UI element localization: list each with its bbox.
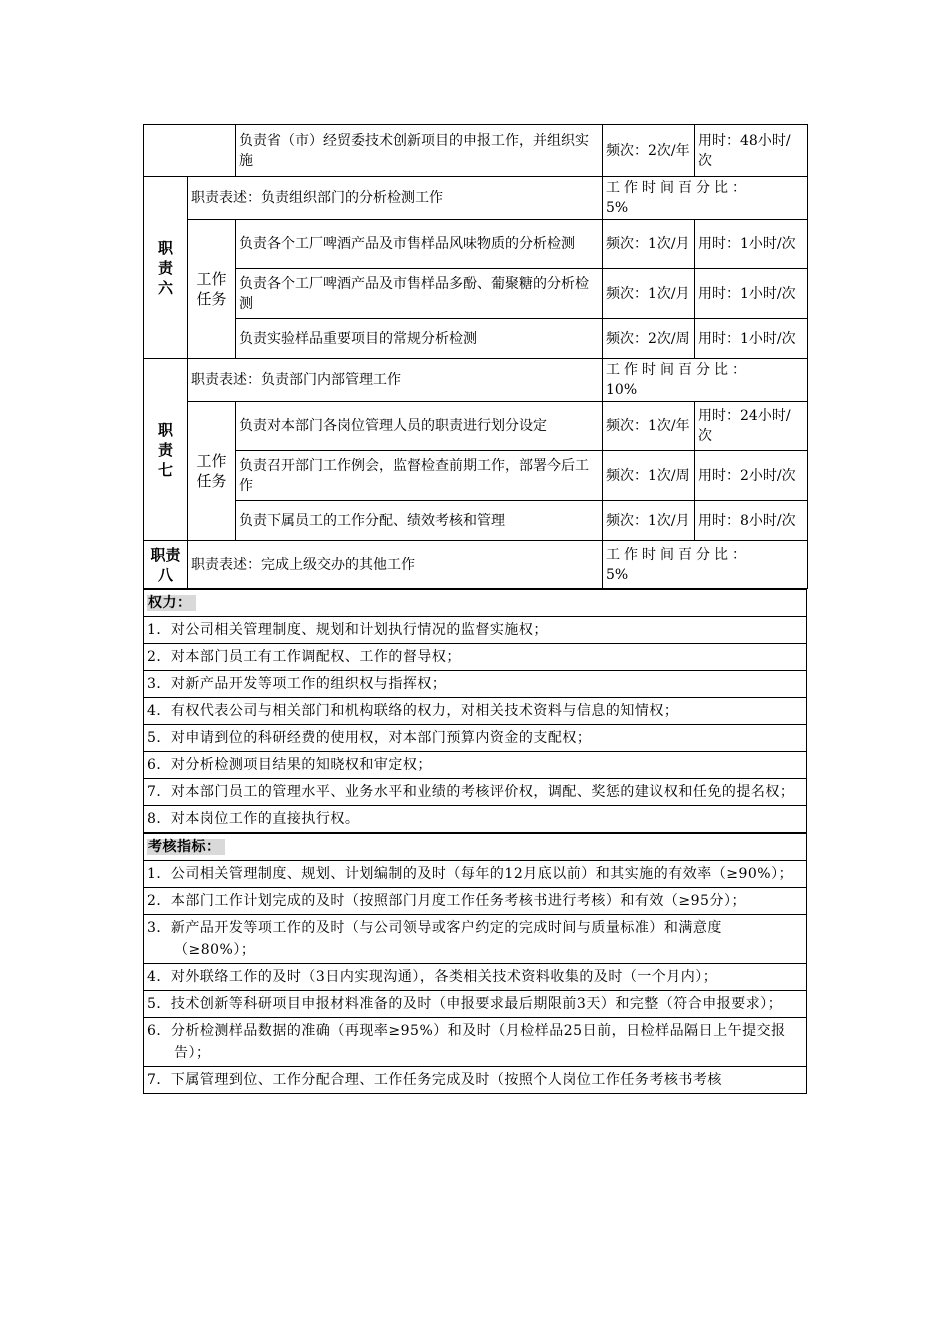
- task-row: [144, 269, 808, 319]
- pct-value: 5%: [606, 566, 629, 583]
- duty-statement-row: [144, 359, 808, 402]
- authority-item: 5．对申请到位的科研经费的使用权，对本部门预算内资金的支配权；: [144, 725, 807, 752]
- task-text: 负责各个工厂啤酒产品及市售样品多酚、葡聚糖的分析检测: [236, 269, 603, 319]
- kpi-table: [143, 832, 807, 1094]
- task-time: 用时：1小时/次: [695, 319, 808, 359]
- duty-name: [144, 177, 188, 359]
- task-frequency: 频次：1次/月: [603, 269, 695, 319]
- task-time: 用时：48小时/次: [695, 125, 808, 177]
- task-text: 负责召开部门工作例会，监督检查前期工作，部署今后工作: [236, 451, 603, 501]
- authority-item: 4．有权代表公司与相关部门和机构联络的权力，对相关技术资料与信息的知情权；: [144, 698, 807, 725]
- duty6-name: 职责六: [157, 238, 173, 297]
- task-frequency: 频次：2次/周: [603, 319, 695, 359]
- pct-value: 10%: [606, 382, 638, 398]
- task-frequency: 频次：2次/年: [603, 125, 695, 177]
- task-label-text: 工作任务: [196, 270, 227, 308]
- task-time: 用时：8小时/次: [695, 501, 808, 541]
- duty-statement: 职责表述：负责部门内部管理工作: [188, 359, 603, 402]
- pct-value: 5%: [606, 200, 629, 216]
- duty-name: [144, 541, 188, 589]
- task-label: [188, 402, 236, 541]
- duty-name-cell: [144, 125, 236, 177]
- duty-statement-row: [144, 177, 808, 220]
- duty8-name: 职责八: [150, 545, 181, 584]
- authority-item: 6．对分析检测项目结果的知晓权和审定权；: [144, 752, 807, 779]
- kpi-item: 2．本部门工作计划完成的及时（按照部门月度工作任务考核书进行考核）和有效（≥95分）；: [144, 888, 807, 915]
- kpi-item: 4．对外联络工作的及时（3日内实现沟通），各类相关技术资料收集的及时（一个月内）；: [144, 964, 807, 991]
- task-text: 负责各个工厂啤酒产品及市售样品风味物质的分析检测: [236, 220, 603, 269]
- task-label: [188, 220, 236, 359]
- kpi-item: 5．技术创新等科研项目申报材料准备的及时（申报要求最后期限前3天）和完整（符合申报要求）；: [144, 991, 807, 1018]
- kpi-item: 1．公司相关管理制度、规划、计划编制的及时（每年的12月底以前）和其实施的有效率（≥90%）；: [144, 861, 807, 888]
- task-text: 负责省（市）经贸委技术创新项目的申报工作，并组织实施: [236, 125, 603, 177]
- task-time: 用时：1小时/次: [695, 220, 808, 269]
- kpi-item: 6．分析检测样品数据的准确（再现率≥95%）和及时（月检样品25日前，日检样品隔日上午提交报告）；: [144, 1018, 807, 1067]
- task-frequency: 频次：1次/周: [603, 451, 695, 501]
- task-row: [144, 220, 808, 269]
- duties-table: [143, 124, 808, 589]
- task-row: [144, 501, 808, 541]
- duty-statement: 职责表述：完成上级交办的其他工作: [188, 541, 603, 589]
- task-text: 负责实验样品重要项目的常规分析检测: [236, 319, 603, 359]
- time-percentage: [603, 359, 808, 402]
- pct-label: 工作时间百分比：: [606, 362, 750, 378]
- task-label-text: 工作任务: [196, 452, 227, 490]
- authority-item: 2．对本部门员工有工作调配权、工作的督导权；: [144, 644, 807, 671]
- task-time: 用时：24小时/次: [695, 402, 808, 451]
- authority-heading-text: 权力：: [147, 595, 196, 611]
- task-frequency: 频次：1次/月: [603, 220, 695, 269]
- task-row: [144, 451, 808, 501]
- authority-heading: [144, 589, 807, 617]
- authority-item: 7．对本部门员工的管理水平、业务水平和业绩的考核评价权，调配、奖惩的建议权和任免的提名权；: [144, 779, 807, 806]
- task-row: [144, 319, 808, 359]
- duty7-name: 职责七: [157, 420, 173, 479]
- kpi-heading: [144, 833, 807, 861]
- authority-item: 8．对本岗位工作的直接执行权。: [144, 806, 807, 833]
- task-text: 负责对本部门各岗位管理人员的职责进行划分设定: [236, 402, 603, 451]
- task-time: 用时：1小时/次: [695, 269, 808, 319]
- time-percentage: [603, 541, 808, 589]
- duty-statement-row: [144, 541, 808, 589]
- job-description-page: [143, 124, 807, 1094]
- duty-statement: 职责表述：负责组织部门的分析检测工作: [188, 177, 603, 220]
- authority-item: 3．对新产品开发等项工作的组织权与指挥权；: [144, 671, 807, 698]
- task-time: 用时：2小时/次: [695, 451, 808, 501]
- task-text: 负责下属员工的工作分配、绩效考核和管理: [236, 501, 603, 541]
- duty-name: [144, 359, 188, 541]
- pct-label: 工作时间百分比：: [606, 180, 750, 196]
- authority-table: [143, 588, 807, 833]
- kpi-item: 7．下属管理到位、工作分配合理、工作任务完成及时（按照个人岗位工作任务考核书考核: [144, 1067, 807, 1094]
- task-row: [144, 402, 808, 451]
- task-frequency: 频次：1次/年: [603, 402, 695, 451]
- kpi-item: 3．新产品开发等项工作的及时（与公司领导或客户约定的完成时间与质量标准）和满意度（≥80%）；: [144, 915, 807, 964]
- time-percentage: [603, 177, 808, 220]
- pct-label: 工作时间百分比：: [606, 546, 750, 563]
- authority-item: 1．对公司相关管理制度、规划和计划执行情况的监督实施权；: [144, 617, 807, 644]
- task-row: [144, 125, 808, 177]
- kpi-heading-text: 考核指标：: [147, 839, 225, 855]
- task-frequency: 频次：1次/月: [603, 501, 695, 541]
